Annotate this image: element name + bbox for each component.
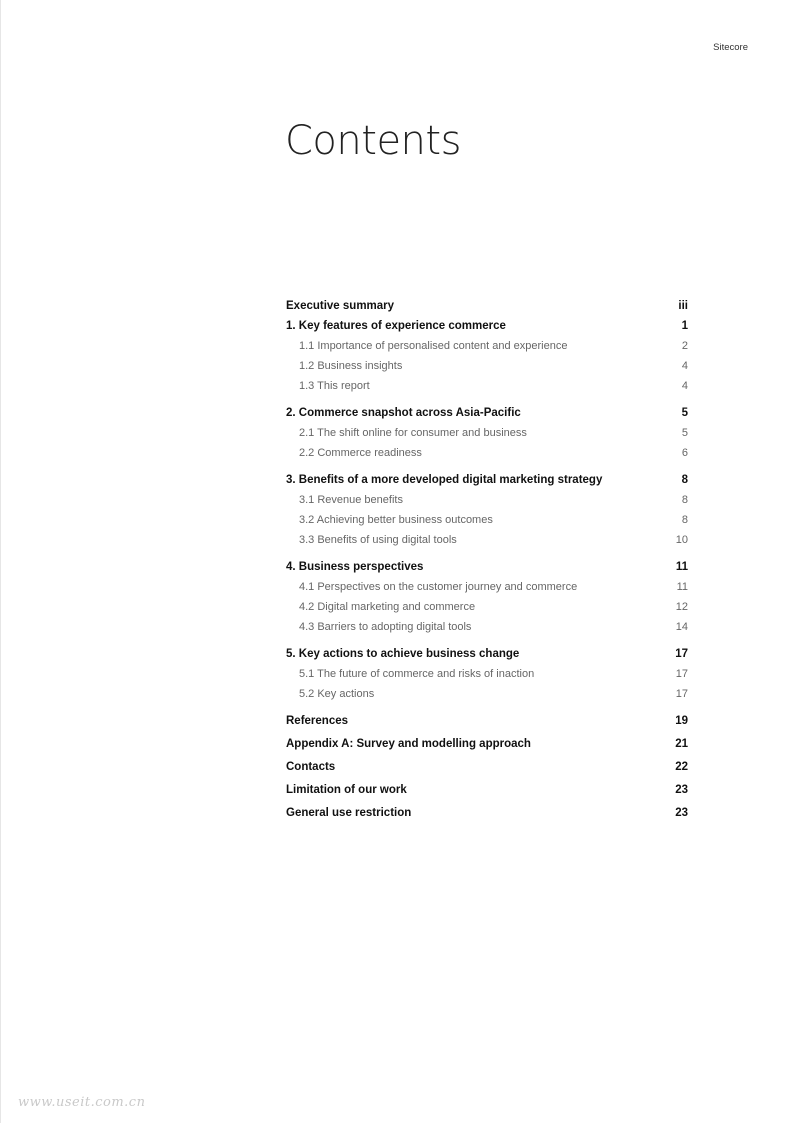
page-edge bbox=[0, 0, 1, 1123]
toc-page-number: 23 bbox=[675, 807, 688, 819]
toc-entry-label: 3. Benefits of a more developed digital marketing strategy bbox=[286, 474, 603, 486]
toc-page-number: 11 bbox=[675, 561, 688, 573]
toc-subentry[interactable] bbox=[286, 423, 688, 443]
toc-page-number: 22 bbox=[675, 761, 688, 773]
toc-page-number: 17 bbox=[675, 648, 688, 660]
toc-subentry[interactable] bbox=[286, 490, 688, 510]
toc-entry[interactable] bbox=[286, 296, 688, 316]
toc-page-number: 1 bbox=[681, 320, 688, 332]
toc-entry-label: 2.2 Commerce readiness bbox=[299, 447, 422, 459]
toc-entry[interactable] bbox=[286, 644, 688, 664]
toc-entry-label: 5. Key actions to achieve business change bbox=[286, 648, 520, 660]
toc-page-number: 17 bbox=[675, 668, 688, 680]
toc-entry-label: 2. Commerce snapshot across Asia-Pacific bbox=[286, 407, 521, 419]
toc-entry-label: 4. Business perspectives bbox=[286, 561, 424, 573]
toc-entry-label: Contacts bbox=[286, 761, 336, 773]
table-of-contents bbox=[286, 296, 688, 823]
toc-entry[interactable] bbox=[286, 711, 688, 731]
toc-entry-label: 4.2 Digital marketing and commerce bbox=[299, 601, 476, 613]
toc-entry[interactable] bbox=[286, 757, 688, 777]
toc-entry[interactable] bbox=[286, 470, 688, 490]
toc-subentry[interactable] bbox=[286, 356, 688, 376]
watermark: www.useit.com.cn bbox=[18, 1095, 146, 1110]
toc-page-number: 11 bbox=[676, 581, 688, 593]
toc-subentry[interactable] bbox=[286, 577, 688, 597]
toc-entry-label: 1. Key features of experience commerce bbox=[286, 320, 506, 332]
toc-entry-label: 3.1 Revenue benefits bbox=[299, 494, 403, 506]
toc-subentry[interactable] bbox=[286, 510, 688, 530]
toc-entry-label: Appendix A: Survey and modelling approach bbox=[286, 738, 531, 750]
toc-entry[interactable] bbox=[286, 803, 688, 823]
toc-entry-label: 1.3 This report bbox=[299, 380, 370, 392]
toc-entry-label: 4.1 Perspectives on the customer journey and commerce bbox=[299, 581, 578, 593]
toc-entry[interactable] bbox=[286, 734, 688, 754]
toc-page-number: 5 bbox=[681, 427, 688, 439]
toc-entry-label: 2.1 The shift online for consumer and business bbox=[299, 427, 527, 439]
toc-page-number: 14 bbox=[675, 621, 688, 633]
toc-subentry[interactable] bbox=[286, 443, 688, 463]
toc-page-number: 2 bbox=[681, 340, 688, 352]
toc-subentry[interactable] bbox=[286, 664, 688, 684]
toc-entry-label: General use restriction bbox=[286, 807, 412, 819]
toc-page-number: 23 bbox=[675, 784, 688, 796]
toc-page-number: 5 bbox=[681, 407, 688, 419]
toc-entry-label: Limitation of our work bbox=[286, 784, 407, 796]
toc-entry-label: Executive summary bbox=[286, 300, 395, 312]
toc-page-number: iii bbox=[678, 300, 688, 312]
toc-page-number: 21 bbox=[675, 738, 688, 750]
toc-entry[interactable] bbox=[286, 316, 688, 336]
toc-entry-label: 1.1 Importance of personalised content and experience bbox=[299, 340, 568, 352]
toc-entry-label: 5.2 Key actions bbox=[299, 688, 375, 700]
toc-page-number: 8 bbox=[681, 514, 688, 526]
toc-subentry[interactable] bbox=[286, 376, 688, 396]
toc-entry-label: 1.2 Business insights bbox=[299, 360, 403, 372]
toc-entry-label: 4.3 Barriers to adopting digital tools bbox=[299, 621, 472, 633]
toc-page-number: 4 bbox=[681, 380, 688, 392]
toc-page-number: 17 bbox=[675, 688, 688, 700]
toc-subentry[interactable] bbox=[286, 684, 688, 704]
toc-page-number: 19 bbox=[675, 715, 688, 727]
toc-page-number: 12 bbox=[675, 601, 688, 613]
toc-entry[interactable] bbox=[286, 780, 688, 800]
toc-subentry[interactable] bbox=[286, 530, 688, 550]
toc-page-number: 8 bbox=[681, 494, 688, 506]
toc-page-number: 6 bbox=[681, 447, 688, 459]
toc-entry-label: 3.3 Benefits of using digital tools bbox=[299, 534, 457, 546]
toc-page-number: 4 bbox=[681, 360, 688, 372]
toc-page-number: 10 bbox=[675, 534, 688, 546]
toc-entry-label: 3.2 Achieving better business outcomes bbox=[299, 514, 493, 526]
toc-entry-label: 5.1 The future of commerce and risks of inaction bbox=[299, 668, 535, 680]
page-title: Contents bbox=[285, 118, 461, 164]
toc-entry[interactable] bbox=[286, 403, 688, 423]
toc-subentry[interactable] bbox=[286, 336, 688, 356]
toc-subentry[interactable] bbox=[286, 597, 688, 617]
toc-subentry[interactable] bbox=[286, 617, 688, 637]
header-brand: Sitecore bbox=[713, 42, 748, 53]
toc-entry-label: References bbox=[286, 715, 349, 727]
toc-entry[interactable] bbox=[286, 557, 688, 577]
toc-page-number: 8 bbox=[681, 474, 688, 486]
